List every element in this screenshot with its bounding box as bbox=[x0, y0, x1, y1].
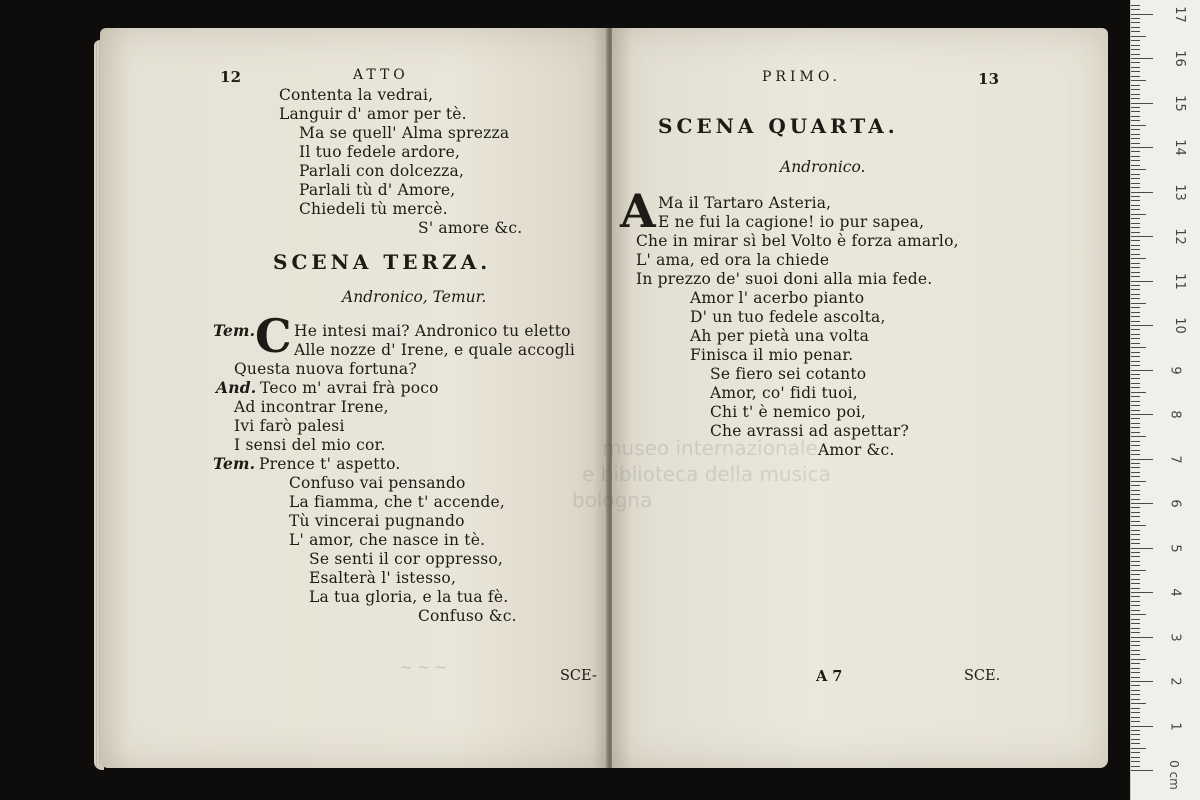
ruler-tick bbox=[1131, 641, 1140, 642]
recitative-line: In prezzo de' suoi doni alla mia fede. bbox=[636, 270, 933, 288]
ruler-tick bbox=[1131, 396, 1140, 397]
ruler-tick bbox=[1131, 494, 1140, 495]
ruler-tick bbox=[1131, 120, 1140, 121]
dialogue-line: Questa nuova fortuna? bbox=[234, 360, 417, 378]
dialogue-line: Prence t' aspetto. bbox=[259, 455, 401, 473]
ruler-tick bbox=[1131, 552, 1140, 553]
ruler-tick bbox=[1131, 147, 1153, 148]
ruler-tick bbox=[1131, 521, 1140, 522]
ruler-tick bbox=[1131, 645, 1140, 646]
aria-line: Parlali con dolcezza, bbox=[299, 162, 465, 180]
aria-end: Amor &c. bbox=[818, 441, 895, 459]
ruler-tick bbox=[1131, 347, 1146, 348]
aria-line: Esalterà l' istesso, bbox=[309, 569, 457, 587]
ruler-tick bbox=[1131, 111, 1140, 112]
ruler-tick bbox=[1131, 196, 1140, 197]
ruler-tick bbox=[1131, 334, 1140, 335]
ruler-tick bbox=[1131, 316, 1140, 317]
dramatis-personae: Andronico, Temur. bbox=[342, 288, 487, 306]
ruler-tick bbox=[1131, 178, 1140, 179]
ruler-tick bbox=[1131, 596, 1140, 597]
ruler-tick bbox=[1131, 183, 1140, 184]
ruler-number: 8 bbox=[1167, 410, 1183, 419]
ruler-tick bbox=[1131, 276, 1140, 277]
ruler-tick bbox=[1131, 156, 1140, 157]
ruler-number: 12 bbox=[1171, 228, 1187, 245]
ruler-tick bbox=[1131, 730, 1140, 731]
ruler-unit-label: 0 cm bbox=[1166, 760, 1181, 790]
ruler-tick bbox=[1131, 405, 1140, 406]
ruler-tick bbox=[1131, 258, 1146, 259]
ruler-tick bbox=[1131, 236, 1153, 237]
ruler-tick bbox=[1131, 165, 1140, 166]
ruler-tick bbox=[1131, 579, 1140, 580]
ruler-tick bbox=[1131, 22, 1140, 23]
recitative-line: L' ama, ed ora la chiede bbox=[636, 251, 830, 269]
ruler-tick bbox=[1131, 249, 1140, 250]
ruler-tick bbox=[1131, 298, 1140, 299]
ruler-tick bbox=[1131, 240, 1140, 241]
ruler-tick bbox=[1131, 378, 1140, 379]
aria-line: La tua gloria, e la tua fè. bbox=[309, 588, 509, 606]
ruler-tick bbox=[1131, 752, 1140, 753]
recitative-line: Ma il Tartaro Asteria, bbox=[658, 194, 832, 212]
ruler-tick bbox=[1131, 227, 1140, 228]
ruler-tick bbox=[1131, 601, 1140, 602]
ruler-tick bbox=[1131, 503, 1153, 504]
ruler-tick bbox=[1131, 766, 1140, 767]
ruler-tick bbox=[1131, 414, 1153, 415]
ruler-tick bbox=[1131, 307, 1140, 308]
ruler-tick bbox=[1131, 76, 1140, 77]
ruler-number: 14 bbox=[1171, 139, 1187, 156]
ruler-tick bbox=[1131, 374, 1140, 375]
ruler-tick bbox=[1131, 454, 1140, 455]
ruler-tick bbox=[1131, 143, 1140, 144]
measuring-ruler bbox=[1130, 0, 1200, 800]
ruler-tick bbox=[1131, 668, 1140, 669]
ruler-tick bbox=[1131, 18, 1140, 19]
ruler-tick bbox=[1131, 169, 1146, 170]
drop-cap: C bbox=[255, 309, 292, 363]
ruler-tick bbox=[1131, 107, 1140, 108]
ruler-tick bbox=[1131, 490, 1140, 491]
ruler-tick bbox=[1131, 614, 1146, 615]
ruler-tick bbox=[1131, 151, 1140, 152]
ruler-tick bbox=[1131, 556, 1140, 557]
ruler-tick bbox=[1131, 525, 1146, 526]
ruler-tick bbox=[1131, 352, 1140, 353]
ruler-tick bbox=[1131, 423, 1140, 424]
ruler-tick bbox=[1131, 570, 1146, 571]
aria-line: L' amor, che nasce in tè. bbox=[289, 531, 486, 549]
dialogue-line: I sensi del mio cor. bbox=[234, 436, 386, 454]
ruler-tick bbox=[1131, 699, 1140, 700]
ruler-number: 7 bbox=[1167, 454, 1183, 464]
ruler-tick bbox=[1131, 654, 1140, 655]
drop-cap: A bbox=[620, 184, 656, 238]
left-page bbox=[100, 28, 608, 768]
ruler-tick bbox=[1131, 263, 1140, 264]
ruler-tick bbox=[1131, 200, 1140, 201]
ruler-tick bbox=[1131, 619, 1140, 620]
ruler-tick bbox=[1131, 71, 1140, 72]
ruler-tick bbox=[1131, 623, 1140, 624]
signature-mark: A 7 bbox=[816, 668, 843, 685]
ruler-number: 15 bbox=[1171, 94, 1187, 112]
aria-line: Ah per pietà una volta bbox=[690, 327, 870, 345]
ruler-tick bbox=[1131, 499, 1140, 500]
ruler-tick bbox=[1131, 712, 1140, 713]
left-folio: 12 bbox=[220, 68, 242, 86]
ruler-tick bbox=[1131, 721, 1140, 722]
aria-line: Se fiero sei cotanto bbox=[710, 365, 867, 383]
aria-line: D' un tuo fedele ascolta, bbox=[690, 308, 886, 326]
ruler-tick bbox=[1131, 303, 1146, 304]
ruler-tick bbox=[1131, 481, 1146, 482]
ruler-tick bbox=[1131, 467, 1140, 468]
ruler-tick bbox=[1131, 329, 1140, 330]
right-running-head: PRIMO. bbox=[762, 69, 841, 85]
watermark-stamp: museo internazionale bbox=[602, 436, 818, 460]
ruler-tick bbox=[1131, 27, 1140, 28]
ruler-tick bbox=[1131, 632, 1140, 633]
ruler-tick bbox=[1131, 410, 1140, 411]
aria-end: Confuso &c. bbox=[418, 607, 517, 625]
ruler-tick bbox=[1131, 459, 1153, 460]
ruler-number: 4 bbox=[1167, 588, 1183, 597]
ruler-tick bbox=[1131, 254, 1140, 255]
ruler-tick bbox=[1131, 726, 1153, 727]
aria-line: Che avrassi ad aspettar? bbox=[710, 422, 909, 440]
ruler-number: 5 bbox=[1167, 543, 1183, 553]
ruler-number: 10 bbox=[1171, 317, 1187, 334]
aria-line: Finisca il mio penar. bbox=[690, 346, 854, 364]
ruler-tick bbox=[1131, 539, 1140, 540]
ruler-tick bbox=[1131, 548, 1153, 549]
aria-line: Ma se quell' Alma sprezza bbox=[299, 124, 510, 142]
ruler-tick bbox=[1131, 245, 1140, 246]
ruler-tick bbox=[1131, 743, 1140, 744]
ruler-tick bbox=[1131, 361, 1140, 362]
ruler-tick bbox=[1131, 89, 1140, 90]
ruler-tick bbox=[1131, 663, 1140, 664]
watermark-stamp: e biblioteca della musica bbox=[582, 462, 831, 486]
aria-line: Amor l' acerbo pianto bbox=[690, 289, 865, 307]
catchword: SCE. bbox=[964, 668, 1001, 684]
recitative-line: Che in mirar sì bel Volto è forza amarlo, bbox=[636, 232, 959, 250]
ruler-tick bbox=[1131, 272, 1140, 273]
aria-line: Confuso vai pensando bbox=[289, 474, 466, 492]
ruler-tick bbox=[1131, 294, 1140, 295]
speaker-label: Tem. bbox=[213, 454, 256, 473]
ruler-tick bbox=[1131, 192, 1153, 193]
ruler-number: 11 bbox=[1171, 272, 1187, 290]
aria-end: S' amore &c. bbox=[418, 219, 523, 237]
ruler-tick bbox=[1131, 628, 1140, 629]
ruler-tick bbox=[1131, 472, 1140, 473]
ruler-tick bbox=[1131, 605, 1140, 606]
ruler-tick bbox=[1131, 463, 1140, 464]
ruler-tick bbox=[1131, 58, 1153, 59]
ruler-tick bbox=[1131, 770, 1153, 771]
aria-line: Tù vincerai pugnando bbox=[289, 512, 465, 530]
aria-line: Parlali tù d' Amore, bbox=[299, 181, 456, 199]
ruler-number: 9 bbox=[1167, 365, 1183, 375]
ruler-tick bbox=[1131, 80, 1146, 81]
ruler-tick bbox=[1131, 49, 1140, 50]
right-folio: 13 bbox=[978, 70, 1000, 88]
ruler-number: 2 bbox=[1167, 677, 1183, 686]
aria-line: Chiedeli tù mercè. bbox=[299, 200, 448, 218]
ruler-tick bbox=[1131, 565, 1140, 566]
open-book bbox=[100, 28, 1108, 770]
ruler-tick bbox=[1131, 40, 1140, 41]
ruler-tick bbox=[1131, 85, 1140, 86]
ruler-tick bbox=[1131, 5, 1140, 6]
ruler-tick bbox=[1131, 530, 1140, 531]
ruler-tick bbox=[1131, 54, 1140, 55]
ruler-tick bbox=[1131, 427, 1140, 428]
ruler-tick bbox=[1131, 418, 1140, 419]
ruler-tick bbox=[1131, 174, 1140, 175]
ruler-tick bbox=[1131, 543, 1140, 544]
aria-line: Contenta la vedrai, bbox=[279, 86, 434, 104]
ruler-tick bbox=[1131, 694, 1140, 695]
ruler-tick bbox=[1131, 681, 1153, 682]
ruler-tick bbox=[1131, 672, 1140, 673]
ruler-tick bbox=[1131, 757, 1140, 758]
dialogue-line: Alle nozze d' Irene, e quale accogli bbox=[294, 341, 576, 359]
dialogue-line: Teco m' avrai frà poco bbox=[260, 379, 439, 397]
ruler-tick bbox=[1131, 445, 1140, 446]
ruler-tick bbox=[1131, 703, 1146, 704]
catchword: SCE- bbox=[560, 668, 597, 684]
ruler-number: 1 bbox=[1167, 721, 1183, 731]
ruler-number: 6 bbox=[1167, 499, 1183, 508]
ruler-tick bbox=[1131, 205, 1140, 206]
right-page bbox=[572, 28, 1108, 768]
ruler-tick bbox=[1131, 338, 1140, 339]
ruler-tick bbox=[1131, 512, 1140, 513]
ruler-tick bbox=[1131, 325, 1153, 326]
ruler-tick bbox=[1131, 125, 1146, 126]
speaker-label: And. bbox=[216, 378, 257, 397]
aria-line: Il tuo fedele ardore, bbox=[299, 143, 461, 161]
ruler-tick bbox=[1131, 45, 1140, 46]
scene-title: SCENA QUARTA. bbox=[658, 114, 899, 138]
dialogue-line: He intesi mai? Andronico tu eletto bbox=[294, 322, 571, 340]
ruler-tick bbox=[1131, 267, 1140, 268]
ruler-tick bbox=[1131, 650, 1140, 651]
ruler-tick bbox=[1131, 561, 1140, 562]
ruler-tick bbox=[1131, 734, 1140, 735]
ruler-tick bbox=[1131, 129, 1140, 130]
ruler-tick bbox=[1131, 690, 1140, 691]
ruler-tick bbox=[1131, 218, 1140, 219]
ruler-tick bbox=[1131, 436, 1146, 437]
ruler-tick bbox=[1131, 214, 1146, 215]
aria-line: Se senti il cor oppresso, bbox=[309, 550, 504, 568]
ruler-tick bbox=[1131, 31, 1140, 32]
scene-title: SCENA TERZA. bbox=[273, 250, 492, 274]
aria-line: Languir d' amor per tè. bbox=[279, 105, 467, 123]
ruler-tick bbox=[1131, 187, 1140, 188]
ruler-number: 16 bbox=[1171, 50, 1187, 67]
ruler-tick bbox=[1131, 383, 1140, 384]
ruler-tick bbox=[1131, 592, 1153, 593]
ruler-tick bbox=[1131, 588, 1140, 589]
ruler-tick bbox=[1131, 321, 1140, 322]
ruler-tick bbox=[1131, 67, 1140, 68]
dialogue-line: Ivi farò palesi bbox=[234, 417, 345, 435]
ruler-tick bbox=[1131, 401, 1140, 402]
dramatis-personae: Andronico. bbox=[780, 158, 866, 176]
ruler-number: 3 bbox=[1167, 632, 1183, 642]
recitative-line: E ne fui la cagione! io pur sapea, bbox=[658, 213, 925, 231]
ruler-tick bbox=[1131, 160, 1140, 161]
ruler-tick bbox=[1131, 365, 1140, 366]
ruler-tick bbox=[1131, 387, 1140, 388]
ruler-number: 13 bbox=[1171, 183, 1187, 201]
ruler-number: 17 bbox=[1171, 5, 1187, 23]
ruler-tick bbox=[1131, 574, 1140, 575]
watermark-stamp: bologna bbox=[572, 488, 653, 512]
ruler-tick bbox=[1131, 476, 1140, 477]
ruler-tick bbox=[1131, 62, 1140, 63]
ruler-tick bbox=[1131, 450, 1140, 451]
ruler-tick bbox=[1131, 285, 1140, 286]
aria-line: La fiamma, che t' accende, bbox=[289, 493, 506, 511]
left-running-head: ATTO bbox=[353, 67, 409, 83]
dialogue-line: Ad incontrar Irene, bbox=[234, 398, 389, 416]
ruler-tick bbox=[1131, 370, 1153, 371]
ruler-tick bbox=[1131, 116, 1140, 117]
ruler-tick bbox=[1131, 232, 1140, 233]
ruler-tick bbox=[1131, 717, 1140, 718]
ruler-tick bbox=[1131, 223, 1140, 224]
ruler-tick bbox=[1131, 98, 1140, 99]
ruler-tick bbox=[1131, 761, 1140, 762]
ruler-tick bbox=[1131, 356, 1140, 357]
speaker-label: Tem. bbox=[213, 321, 256, 340]
ruler-tick bbox=[1131, 507, 1140, 508]
ruler-tick bbox=[1131, 534, 1140, 535]
ruler-tick bbox=[1131, 516, 1140, 517]
show-through-text: ~ ~ ~ bbox=[400, 658, 448, 676]
ruler-tick bbox=[1131, 685, 1140, 686]
ruler-tick bbox=[1131, 312, 1140, 313]
ruler-tick bbox=[1131, 441, 1140, 442]
ruler-tick bbox=[1131, 392, 1146, 393]
ruler-tick bbox=[1131, 583, 1140, 584]
aria-line: Amor, co' fidi tuoi, bbox=[710, 384, 858, 402]
ruler-tick bbox=[1131, 281, 1153, 282]
ruler-tick bbox=[1131, 677, 1140, 678]
ruler-tick bbox=[1131, 134, 1140, 135]
ruler-tick bbox=[1131, 708, 1140, 709]
aria-line: Chi t' è nemico poi, bbox=[710, 403, 867, 421]
ruler-tick bbox=[1131, 748, 1146, 749]
ruler-tick bbox=[1131, 343, 1140, 344]
ruler-tick bbox=[1131, 289, 1140, 290]
ruler-tick bbox=[1131, 138, 1140, 139]
ruler-tick bbox=[1131, 659, 1146, 660]
ruler-tick bbox=[1131, 36, 1146, 37]
ruler-tick bbox=[1131, 14, 1153, 15]
ruler-tick bbox=[1131, 610, 1140, 611]
ruler-tick bbox=[1131, 739, 1140, 740]
ruler-tick bbox=[1131, 103, 1153, 104]
ruler-tick bbox=[1131, 485, 1140, 486]
ruler-tick bbox=[1131, 9, 1140, 10]
ruler-tick bbox=[1131, 432, 1140, 433]
ruler-tick bbox=[1131, 209, 1140, 210]
ruler-tick bbox=[1131, 94, 1140, 95]
ruler-tick bbox=[1131, 637, 1153, 638]
